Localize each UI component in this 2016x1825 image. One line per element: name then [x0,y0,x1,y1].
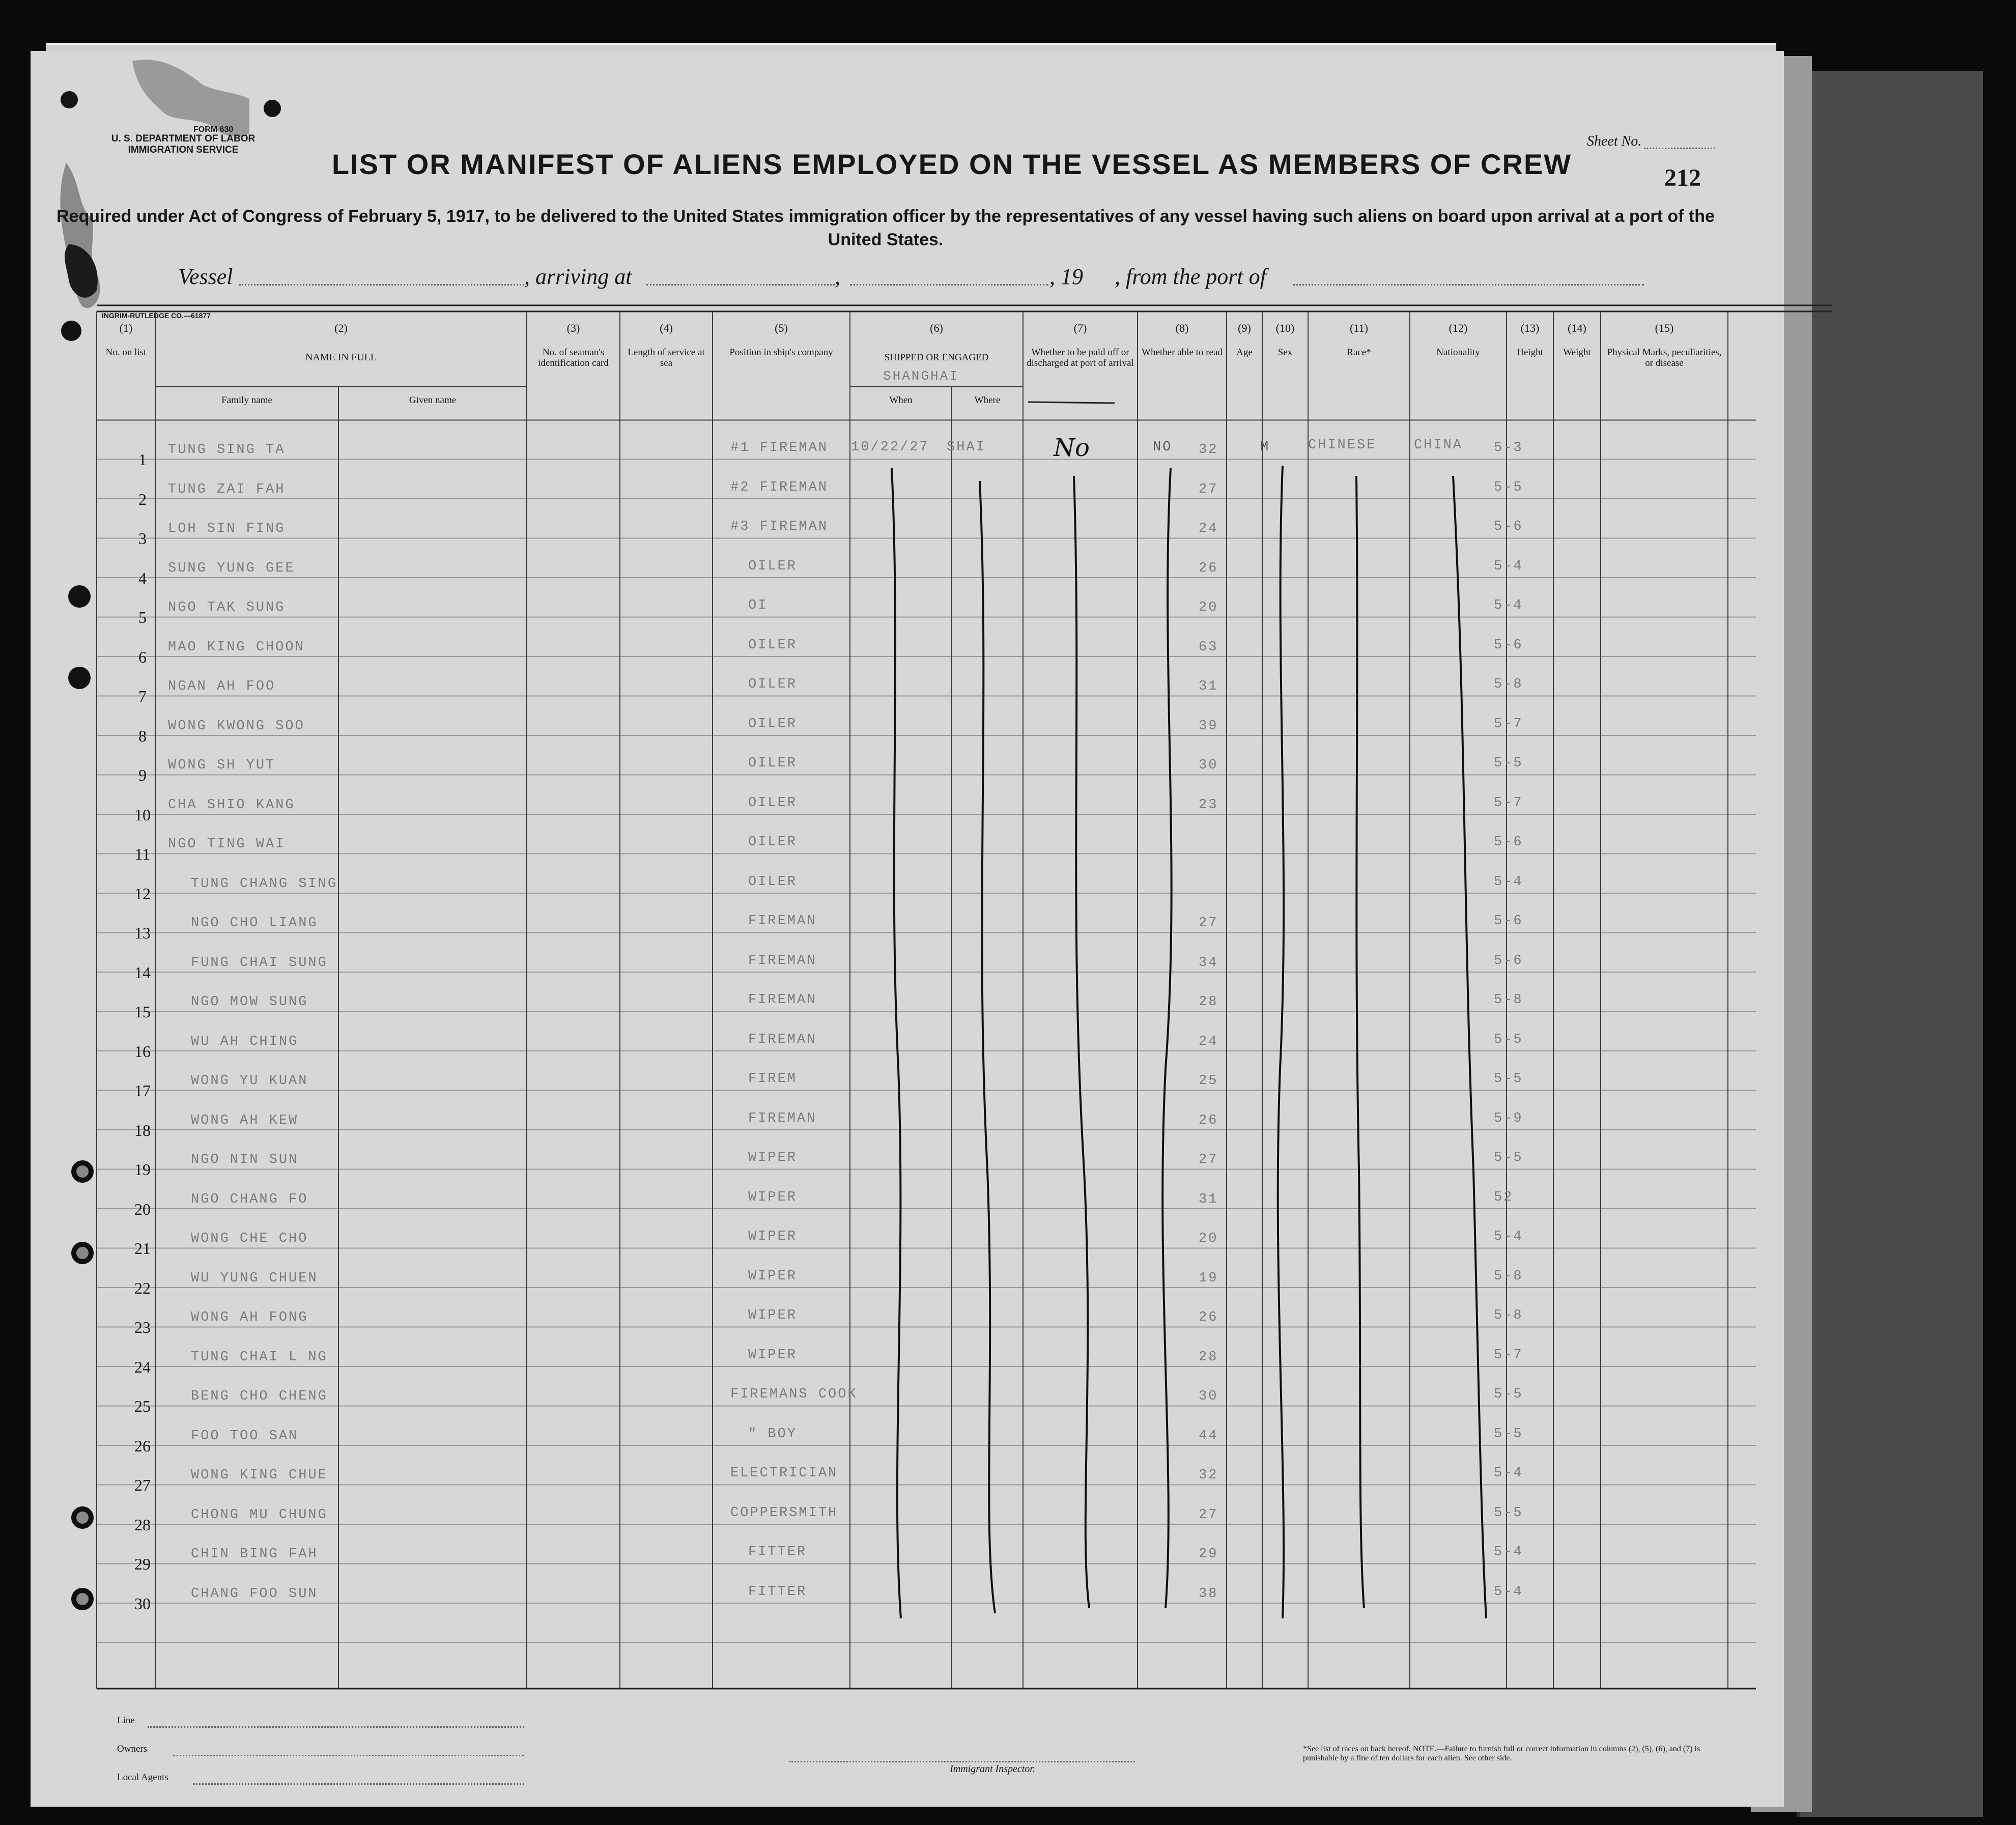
crew-age: 26 [1199,1113,1218,1128]
row-number: 21 [134,1239,151,1258]
crew-name: LOH SIN FING [168,521,286,536]
crew-position: FIREM [748,1071,798,1087]
row-number: 11 [134,845,151,863]
crew-name: NGO MOW SUNG [191,994,308,1010]
row-number: 28 [134,1515,151,1534]
crew-name: NGAN AH FOO [168,679,276,694]
column-number: (4) [660,322,673,334]
crew-position: OI [748,598,768,613]
column-header: Weight [1563,347,1591,358]
crew-height: 5-4 [1494,1229,1523,1244]
row-number: 24 [134,1357,151,1376]
crew-age: 26 [1199,1310,1218,1325]
crew-position: FIREMAN [748,914,817,929]
row-number: 9 [138,766,147,784]
crew-height: 5-4 [1494,598,1523,613]
column-number: (12) [1449,322,1468,334]
crew-height: 5-5 [1494,756,1523,771]
column-number: (2) [334,322,348,334]
crew-height: 5-5 [1494,479,1523,495]
crew-height: 5-5 [1494,1071,1523,1087]
sex-value: M [1260,440,1270,455]
crew-age: 27 [1199,1152,1218,1167]
crew-name: NGO CHO LIANG [191,916,318,931]
crew-position: WIPER [748,1268,798,1284]
inspector-label: Immigrant Inspector. [950,1763,1035,1775]
crew-position: WIPER [748,1189,798,1205]
crew-age: 44 [1199,1428,1218,1444]
column-header: Length of service at sea [628,347,705,368]
column-number: (13) [1520,322,1540,334]
crew-position: " BOY [748,1426,798,1442]
crew-height: 5-7 [1494,1347,1523,1363]
crew-age: 28 [1199,994,1218,1010]
crew-position: OILER [748,558,798,574]
paid-off-handwritten: No [1054,434,1090,462]
crew-age: 34 [1199,955,1218,971]
row-number: 5 [138,608,147,626]
service-name: IMMIGRATION SERVICE [128,145,239,155]
crew-age: 20 [1199,600,1218,615]
crew-name: CHA SHIO KANG [168,797,295,813]
column-number: (7) [1073,322,1087,334]
row-number: 23 [134,1318,151,1336]
agents-field [193,1783,524,1785]
row-number: 7 [138,687,147,705]
inspector-signature-line [789,1761,1135,1762]
crew-height: 5-6 [1494,953,1523,968]
crew-height: 5-5 [1494,1505,1523,1521]
crew-position: FIREMAN [748,1032,817,1047]
crew-position: OILER [748,637,798,653]
crew-name: FUNG CHAI SUNG [191,955,328,971]
crew-age: 27 [1199,916,1218,931]
crew-position: WIPER [748,1150,798,1165]
column-header: Nationality [1436,347,1480,358]
date-comma: , [835,264,840,289]
crew-height: 5-5 [1494,1426,1523,1442]
row-number: 18 [134,1121,151,1139]
crew-name: CHIN BING FAH [191,1547,318,1562]
crew-name: WONG AH FONG [191,1310,308,1325]
line-field [148,1726,524,1728]
row-number: 14 [134,963,151,982]
column-header: SHIPPED OR ENGAGED [884,352,989,363]
crew-age: 26 [1199,560,1218,576]
row-number: 1 [138,450,147,469]
printer-mark: INGRIM-RUTLEDGE CO.—61877 [102,311,211,320]
sheet-number: 212 [1664,164,1701,191]
column-header: Height [1517,347,1543,358]
row-number: 17 [134,1081,151,1100]
crew-position: OILER [748,756,798,771]
row-number: 8 [138,726,147,745]
crew-name: SUNG YUNG GEE [168,560,295,576]
row-number: 29 [134,1555,151,1573]
crew-height: 5-9 [1494,1110,1523,1126]
row-number: 26 [134,1436,151,1455]
row-number: 25 [134,1397,151,1415]
row-number: 12 [134,884,151,903]
crew-height: 5-5 [1494,1032,1523,1047]
column-number: (11) [1350,322,1368,334]
crew-name: BENG CHO CHENG [191,1389,328,1404]
column-header: Position in ship's company [729,347,833,358]
crew-height: 5-8 [1494,677,1523,692]
column-number: (3) [566,322,580,334]
column-header: Whether to be paid off or discharged at port of arrival [1027,347,1134,368]
crew-position: FITTER [748,1584,807,1600]
crew-name: TUNG CHAI L NG [191,1349,328,1365]
owners-label: Owners [117,1744,148,1754]
row-number: 10 [134,805,151,824]
crew-position: #2 FIREMAN [730,479,829,495]
crew-position: OILER [748,716,798,732]
crew-position: FIREMAN [748,992,817,1008]
crew-name: NGO TAK SUNG [168,600,286,615]
from-port-label: , from the port of [1115,264,1266,289]
crew-name: WONG CHE CHO [191,1231,308,1246]
crew-age: 19 [1199,1270,1218,1286]
crew-position: #3 FIREMAN [730,519,829,534]
crew-age: 30 [1199,758,1218,773]
crew-name: MAO KING CHOON [168,639,305,655]
crew-name: WONG SH YUT [168,758,276,773]
crew-height: 5-4 [1494,1584,1523,1600]
crew-age: 27 [1199,1507,1218,1523]
column-header: Age [1236,347,1253,358]
crew-position: WIPER [748,1308,798,1323]
crew-age: 27 [1199,481,1218,497]
crew-name: NGO CHANG FO [191,1191,308,1207]
crew-height: 5-4 [1494,558,1523,574]
row-number: 6 [138,647,147,666]
crew-position: WIPER [748,1347,798,1363]
column-header: Race* [1347,347,1371,358]
row-number: 19 [134,1160,151,1179]
crew-age: 38 [1199,1586,1218,1602]
crew-age: 29 [1199,1547,1218,1562]
crew-age: 39 [1199,718,1218,734]
shanghai-stamp: SHANGHAI [883,368,959,384]
crew-name: NGO NIN SUN [191,1152,299,1167]
row-number: 15 [134,1003,151,1021]
crew-height: 5-7 [1494,795,1523,811]
crew-position: ELECTRICIAN [730,1466,838,1481]
owners-field [173,1755,524,1756]
crew-position: OILER [748,874,798,890]
column-header: Whether able to read [1142,347,1223,358]
crew-position: WIPER [748,1229,798,1244]
column-number: (6) [930,322,943,334]
row-number: 4 [138,568,147,587]
crew-name: CHONG MU CHUNG [191,1507,328,1523]
crew-name: TUNG ZAI FAH [168,481,286,497]
shipped-when: 10/22/27 [851,440,929,455]
footer-note: *See list of races on back hereof. NOTE.—Failure to furnish full or correct information in columns (2), (5), (6), and (7) is punishable by a fine of ten dollars for each alien. See other side. [1303,1745,1700,1762]
crew-position: COPPERSMITH [730,1505,838,1521]
crew-position: FIREMANS COOK [730,1387,858,1402]
form-number: FORM 630 [193,125,234,134]
crew-position: #1 FIREMAN [730,440,829,455]
column-number: (10) [1275,322,1295,334]
crew-height: 5-8 [1494,992,1523,1008]
crew-age: 25 [1199,1073,1218,1089]
crew-height: 52 [1494,1189,1514,1205]
column-number: (14) [1568,322,1586,334]
crew-position: OILER [748,835,798,850]
crew-position: FIREMAN [748,953,817,968]
column-header: No. on list [105,347,147,358]
crew-age: 32 [1199,1468,1218,1483]
crew-age: 20 [1199,1231,1218,1246]
crew-height: 5-8 [1494,1268,1523,1284]
where-subhead: Where [974,395,1001,406]
crew-age: 63 [1199,639,1218,655]
crew-height: 5-4 [1494,1545,1523,1560]
crew-age: 23 [1199,797,1218,813]
column-number: (15) [1655,322,1674,334]
crew-age: 24 [1199,1034,1218,1049]
nationality-value: CHINA [1414,438,1463,453]
crew-position: FITTER [748,1545,807,1560]
crew-height: 5-4 [1494,1466,1523,1481]
crew-age: 28 [1199,1349,1218,1365]
when-subhead: When [889,395,913,406]
column-number: (5) [775,322,788,334]
local-agents-label: Local Agents [117,1772,168,1783]
row-number: 3 [138,529,147,548]
crew-position: FIREMAN [748,1110,817,1126]
column-header: Physical Marks, peculiarities, or disease [1607,347,1722,368]
crew-height: 5-5 [1494,1387,1523,1402]
sheet-label: Sheet No. [1587,133,1642,149]
shipped-where: SHAI [947,440,986,455]
crew-height: 5-6 [1494,637,1523,653]
vessel-label: Vessel [178,264,233,289]
row-number: 13 [134,924,151,942]
column-number: (9) [1238,322,1251,334]
crew-name: CHANG FOO SUN [191,1586,318,1602]
row-number: 27 [134,1476,151,1494]
given-name-subhead: Given name [409,395,457,406]
crew-age: 32 [1199,442,1218,458]
crew-height: 5-6 [1494,835,1523,850]
crew-name: WU YUNG CHUEN [191,1270,318,1286]
row-number: 20 [134,1200,151,1218]
page-title: LIST OR MANIFEST OF ALIENS EMPLOYED ON THE VESSEL AS MEMBERS OF CREW [331,148,1572,180]
crew-position: OILER [748,795,798,811]
row-number: 22 [134,1278,151,1297]
family-name-subhead: Family name [221,395,272,406]
crew-name: TUNG SING TA [168,442,286,458]
crew-height: 5-6 [1494,519,1523,534]
crew-age: 30 [1199,1389,1218,1404]
year-label: , 19 [1049,264,1083,289]
able-to-read-value: NO [1153,440,1173,455]
department-name: U. S. DEPARTMENT OF LABOR [111,133,255,144]
column-header: Sex [1277,347,1293,358]
crew-height: 5-3 [1494,440,1523,455]
row-number: 30 [134,1594,151,1613]
row-number: 2 [138,490,147,508]
race-value: CHINESE [1308,438,1377,453]
column-header: NAME IN FULL [305,352,377,363]
crew-name: WONG KING CHUE [191,1468,328,1483]
crew-height: 5-6 [1494,914,1523,929]
crew-name: WONG YU KUAN [191,1073,308,1089]
row-number: 16 [134,1042,151,1061]
crew-name: FOO TOO SAN [191,1428,299,1444]
crew-age: 31 [1199,1191,1218,1207]
crew-age: 24 [1199,521,1218,536]
crew-name: WU AH CHING [191,1034,299,1049]
crew-height: 5-5 [1494,1150,1523,1165]
column-number: (8) [1175,322,1189,334]
crew-height: 5-4 [1494,874,1523,890]
crew-name: WONG AH KEW [191,1113,299,1128]
crew-name: TUNG CHANG SING [191,876,338,892]
crew-height: 5-8 [1494,1308,1523,1323]
crew-position: OILER [748,677,798,692]
crew-height: 5-7 [1494,716,1523,732]
crew-age: 31 [1199,679,1218,694]
arriving-label: , arriving at [524,264,632,289]
crew-name: WONG KWONG SOO [168,718,305,734]
column-number: (1) [119,322,133,334]
page-subtitle: Required under Act of Congress of February 5, 1917, to be delivered to the United States immigration officer by the representatives of any vessel having such aliens on board upon arrival at a port of the United States. [56,207,1715,249]
column-header: No. of seaman's identification card [538,347,609,368]
crew-name: NGO TING WAI [168,837,286,852]
line-label: Line [117,1715,135,1726]
